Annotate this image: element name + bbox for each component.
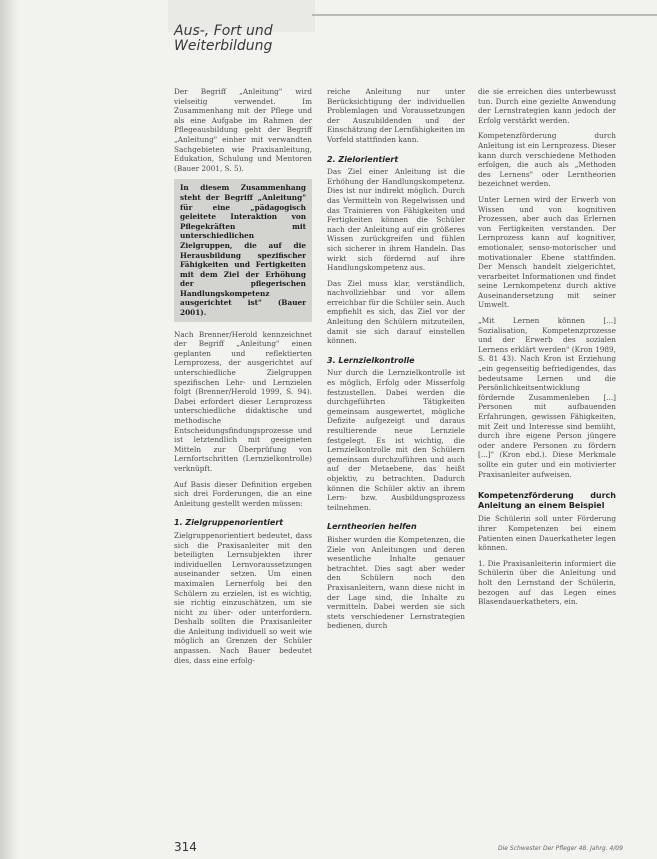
paragraph: „Mit Lernen können [...] Sozialisation, Kompetenzprozesse und der Erwerb des sozialen Lernens erklärt werden" (Kron 1989, S. 81 43). Nach Kron ist Erziehung „ein gegenseitig befriedigendes, das bedeutsame Lernen und die Persönlichkeitsentwicklung fördernde Zusammenleben [...] Personen mit aufbauenden Erfahrungen, gewissen Fähigkeiten, mit Zeit und Interesse sind bemüht, durch ihre eigene Person jüngere oder andere Personen zu fördern [...]" (Kron ebd.). Diese Merkmale sollte ein guter und ein motivierter Praxisanleiter aufweisen.	[478, 316, 616, 479]
page-number: 314	[174, 840, 197, 854]
paragraph: Bisher wurden die Kompetenzen, die Ziele von Anleitungen und deren wesentliche Inhalte genauer betrachtet. Dies sagt aber weder den Schülern noch den Praxisanleitern, wann diese nicht in der Lage sind, die Inhalte zu vermitteln. Dabei werden sie sich stets verschiedener Lernstrategien bedienen, durch	[327, 534, 465, 631]
journal-footer: Die Schwester Der Pfleger 48. Jahrg. 4/09	[498, 845, 623, 852]
paragraph: Die Schülerin soll unter Förderung ihrer Kompetenzen bei einem Patienten einen Dauerkatheter legen können.	[478, 514, 616, 553]
subheading: 2. Zielorientiert	[327, 154, 399, 164]
highlight-quote: In diesem Zusammenhang steht der Begriff „Anleitung" für eine „pädagogisch geleitete Interaktion von Pflegekräften mit unterschiedlichen Zielgruppen, die auf die Herausbildung spezifischer Fähigkeiten und Fertigkeiten mit dem Ziel der Erhöhung der pflegerischen Handlungskompetenz ausgerichtet ist" (Bauer 2001).	[174, 179, 312, 321]
subheading: 3. Lernzielkontrolle	[327, 355, 415, 365]
paragraph: Das Ziel einer Anleitung ist die Erhöhung der Handlungskompetenz. Dies ist nur indirekt möglich. Durch das Vermitteln von Regelwissen und das Trainieren von Fähigkeiten und Fertigkeiten können die Schüler nach der Anleitung auf ein größeres Wissen zurückgreifen und fühlen sich sicherer in ihrem Handeln. Das wirkt sich fördernd auf ihre Handlungskompetenz aus.	[327, 167, 465, 273]
column-2	[327, 87, 465, 637]
paragraph: Auf Basis dieser Definition ergeben sich drei Forderungen, die an eine Anleitung gestellt werden müssen:	[174, 479, 312, 508]
subheading: Kompetenzförderung durch Anleitung an einem Beispiel	[478, 491, 616, 510]
column-3	[478, 87, 616, 613]
paragraph: die sie erreichen dies unterbewusst tun. Durch eine gezielte Anwendung der Lernstrategien kann jedoch der Erfolg verstärkt werden.	[478, 87, 616, 125]
paragraph: Unter Lernen wird der Erwerb von Wissen und von kognitiven Prozessen, aber auch das Erlernen von Fertigkeiten verstanden. Der Lernprozess kann auf kognitiver, emotionaler, senso-motorischer und motivationaler Ebene stattfinden. Der Mensch handelt zielgerichtet, verarbeitet Informationen und findet seine Lernkompetenz durch aktive Auseinandersetzung mit seiner Umwelt.	[478, 194, 616, 310]
binding-shadow	[0, 0, 18, 859]
paragraph: Zielgruppenorientiert bedeutet, dass sich die Praxisanleiter mit den beteiligten Lernsubjekten ihrer individuellen Lernvoraussetzungen auseinander setzen. Um einen maximalen Lernerfolg bei den Schülern zu erzielen, ist es wichtig, sie richtig einzuschätzen, um sie nicht zu über- oder unterfordern. Deshalb sollten die Praxisanleiter die Anleitung individuell so weit wie möglich an Grenzen der Schüler anpassen. Nach Bauer bedeutet dies, dass eine erfolg-	[174, 530, 312, 665]
paragraph: reiche Anleitung nur unter Berücksichtigung der individuellen Problemlagen und Voraussetzungen der Auszubildenden und der Einschätzung der Lernfähigkeiten im Vorfeld stattfinden kann.	[327, 87, 465, 144]
column-1	[174, 87, 312, 671]
subheading: 1. Zielgruppenorientiert	[174, 518, 284, 528]
paragraph: Nach Brenner/Herold kennzeichnet der Begriff „Anleitung" einen geplanten und reflektierten Lernprozess, der ausgerichtet auf unterschiedliche Zielgruppen spezifischen Lehr- und Lernzielen folgt (Brenner/Herold 1999, S. 94). Dabei erfordert dieser Lernprozess unterschiedliche didaktische und methodische Entscheidungsfindungsprozesse und ist letztendlich mit geeigneten Mitteln zur Überprüfung von Lernfortschritten (Lernzielkontrolle) verknüpft.	[174, 329, 312, 473]
header-rule	[312, 14, 657, 16]
section-title: Aus-, Fort und Weiterbildung	[174, 23, 273, 54]
paragraph: Kompetenzförderung durch Anleitung ist ein Lernprozess. Dieser kann durch verschiedene Methoden erfolgen, die auch als „Methoden des Lernens" oder Lerntheorien bezeichnet werden.	[478, 131, 616, 189]
paragraph: Das Ziel muss klar, verständlich, nachvollziehbar und vor allem erreichbar für die Schüler sein. Auch empfiehlt es sich, das Ziel vor der Anleitung den Schülern mitzuteilen, damit sie sich darauf einstellen können.	[327, 278, 465, 346]
paragraph: Der Begriff „Anleitung" wird vielseitig verwendet. Im Zusammenhang mit der Pflege und als eine Aufgabe im Rahmen der Pflegeausbildung geht der Begriff „Anleitung" einher mit verwandten Sachgebieten wie Praxisanleitung, Edukation, Schulung und Mentoren (Bauer 2001, S. 5).	[174, 87, 312, 173]
paragraph: Nur durch die Lernzielkontrolle ist es möglich, Erfolg oder Misserfolg festzustellen. Dabei werden die durchgeführten Tätigkeiten gemeinsam ausgewertet, mögliche Defizite aufgezeigt und daraus resultierende neue Lernziele festgelegt. Es ist wichtig, die Lernzielkontrolle mit den Schülern gemeinsam durchzuführen und auch auf der Metaebene, das heißt objektiv, zu betrachten. Dadurch können die Schüler aktiv an ihrem Lern- bzw. Ausbildungsprozess teilnehmen.	[327, 368, 465, 512]
paragraph: 1. Die Praxisanleiterin informiert die Schülerin über die Anleitung und holt den Lernstand der Schülerin, bezogen auf das Legen eines Blasendauerkatheters, ein.	[478, 558, 616, 607]
subheading: Lerntheorien helfen	[327, 522, 417, 532]
